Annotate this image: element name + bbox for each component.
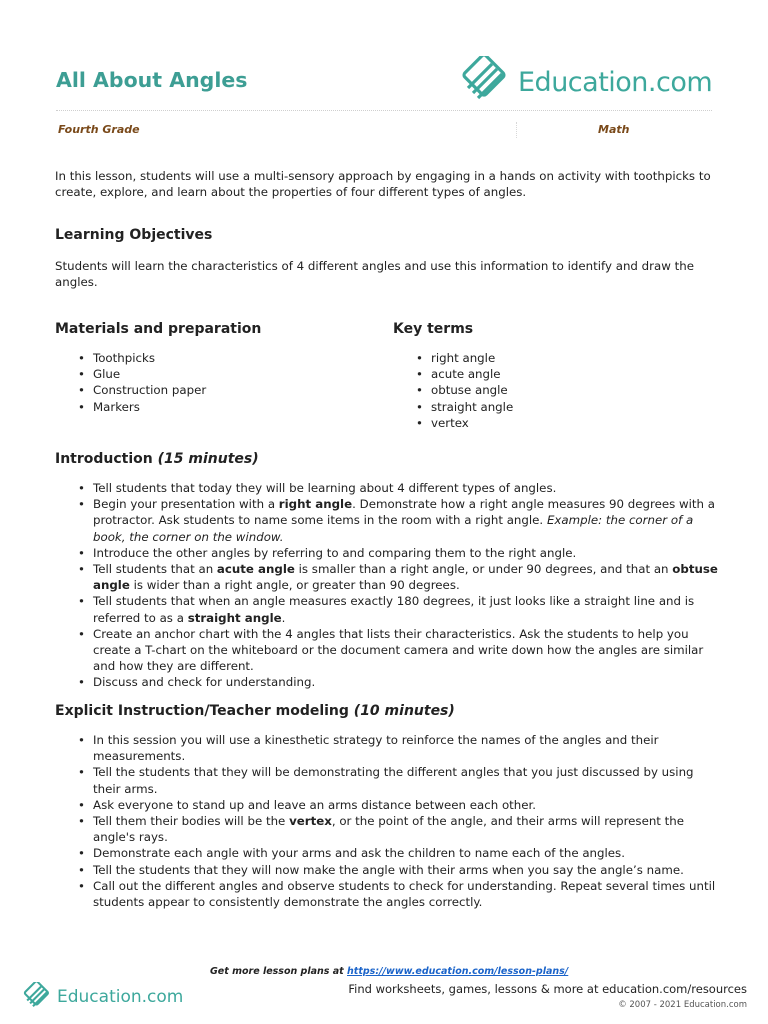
brand-wordmark: Education.com [518,66,713,98]
list-item: • Call out the different angles and observe students to check for understanding. Repeat several times until students appear to consistently demonstrate the angles correctly. [55,878,720,910]
footer-brand-wordmark: Education.com [57,987,184,1007]
introduction-duration: (15 minutes) [157,451,259,467]
key-terms-heading: Key terms [393,321,474,337]
list-item: • Tell the students that they will be demonstrating the different angles that you just discussed by using their arms. [55,764,720,796]
footer-more-lessons [210,966,568,977]
footer-brand-logo[interactable] [20,982,183,1012]
list-item: • Tell them their bodies will be the vertex, or the point of the angle, and their arms will represent the angle's rays. [55,813,720,845]
intro-paragraph: In this lesson, students will use a multi-sensory approach by engaging in a hands on activity with toothpicks to create, explore, and learn about the properties of four different types of angles. [55,169,711,199]
key-terms-list [393,350,513,431]
explicit-instruction-heading [55,703,455,719]
brand-logo[interactable] [456,56,712,108]
list-item: • Ask everyone to stand up and leave an arms distance between each other. [55,797,720,813]
footer-find-text: Find worksheets, games, lessons & more at education.com/resources [348,982,747,996]
list-item: • Toothpicks [55,350,206,366]
introduction-heading-text: Introduction [55,451,153,467]
learning-objectives-text: Students will learn the characteristics of 4 different angles and use this information to identify and draw the angles. [55,259,694,289]
list-item: • Introduce the other angles by referring to and comparing them to the right angle. [55,545,720,561]
list-item: • Begin your presentation with a right angle. Demonstrate how a right angle measures 90 degrees with a protractor. Ask students to name some items in the room with a right angle. Example: the corner of a book, the corner on the window. [55,496,720,545]
introduction-list [55,480,720,691]
footer-more-prefix: Get more lesson plans at [210,966,344,977]
learning-objectives-heading: Learning Objectives [55,227,213,243]
list-item: • Tell students that today they will be learning about 4 different types of angles. [55,480,720,496]
list-item: • Construction paper [55,382,206,398]
list-item: • obtuse angle [393,382,513,398]
explicit-instruction-duration: (10 minutes) [353,703,455,719]
list-item: • Create an anchor chart with the 4 angles that lists their characteristics. Ask the students to help you create a T-chart on the whiteboard or the document camera and write down how the angles are similar and how they are different. [55,626,720,675]
education-logo-icon [456,56,514,108]
list-item: • Demonstrate each angle with your arms and ask the children to name each of the angles. [55,845,720,861]
list-item: • Glue [55,366,206,382]
list-item: • Tell students that when an angle measures exactly 180 degrees, it just looks like a straight line and is referred to as a straight angle. [55,593,720,625]
list-item: • Tell students that an acute angle is smaller than a right angle, or under 90 degrees, and that an obtuse angle is wider than a right angle, or greater than 90 degrees. [55,561,720,593]
list-item: • vertex [393,415,513,431]
explicit-instruction-list [55,732,720,910]
explicit-instruction-heading-text: Explicit Instruction/Teacher modeling [55,703,349,719]
list-item: • right angle [393,350,513,366]
grade-label: Fourth Grade [58,123,140,136]
list-item: • In this session you will use a kinesthetic strategy to reinforce the names of the angles and their measurements. [55,732,720,764]
list-item: • Tell the students that they will now make the angle with their arms when you say the angle’s name. [55,862,720,878]
education-logo-icon [20,982,54,1012]
materials-heading: Materials and preparation [55,321,262,337]
page-title: All About Angles [56,68,248,92]
list-item: • Markers [55,399,206,415]
subject-label: Math [598,123,630,136]
list-item: • Discuss and check for understanding. [55,674,720,690]
header-divider [56,110,712,111]
list-item: • straight angle [393,399,513,415]
header-vertical-divider [516,122,517,138]
introduction-heading [55,451,259,467]
lesson-plans-link[interactable]: https://www.education.com/lesson-plans/ [347,966,569,977]
list-item: • acute angle [393,366,513,382]
footer-copyright: © 2007 - 2021 Education.com [618,1000,747,1010]
materials-list [55,350,206,415]
